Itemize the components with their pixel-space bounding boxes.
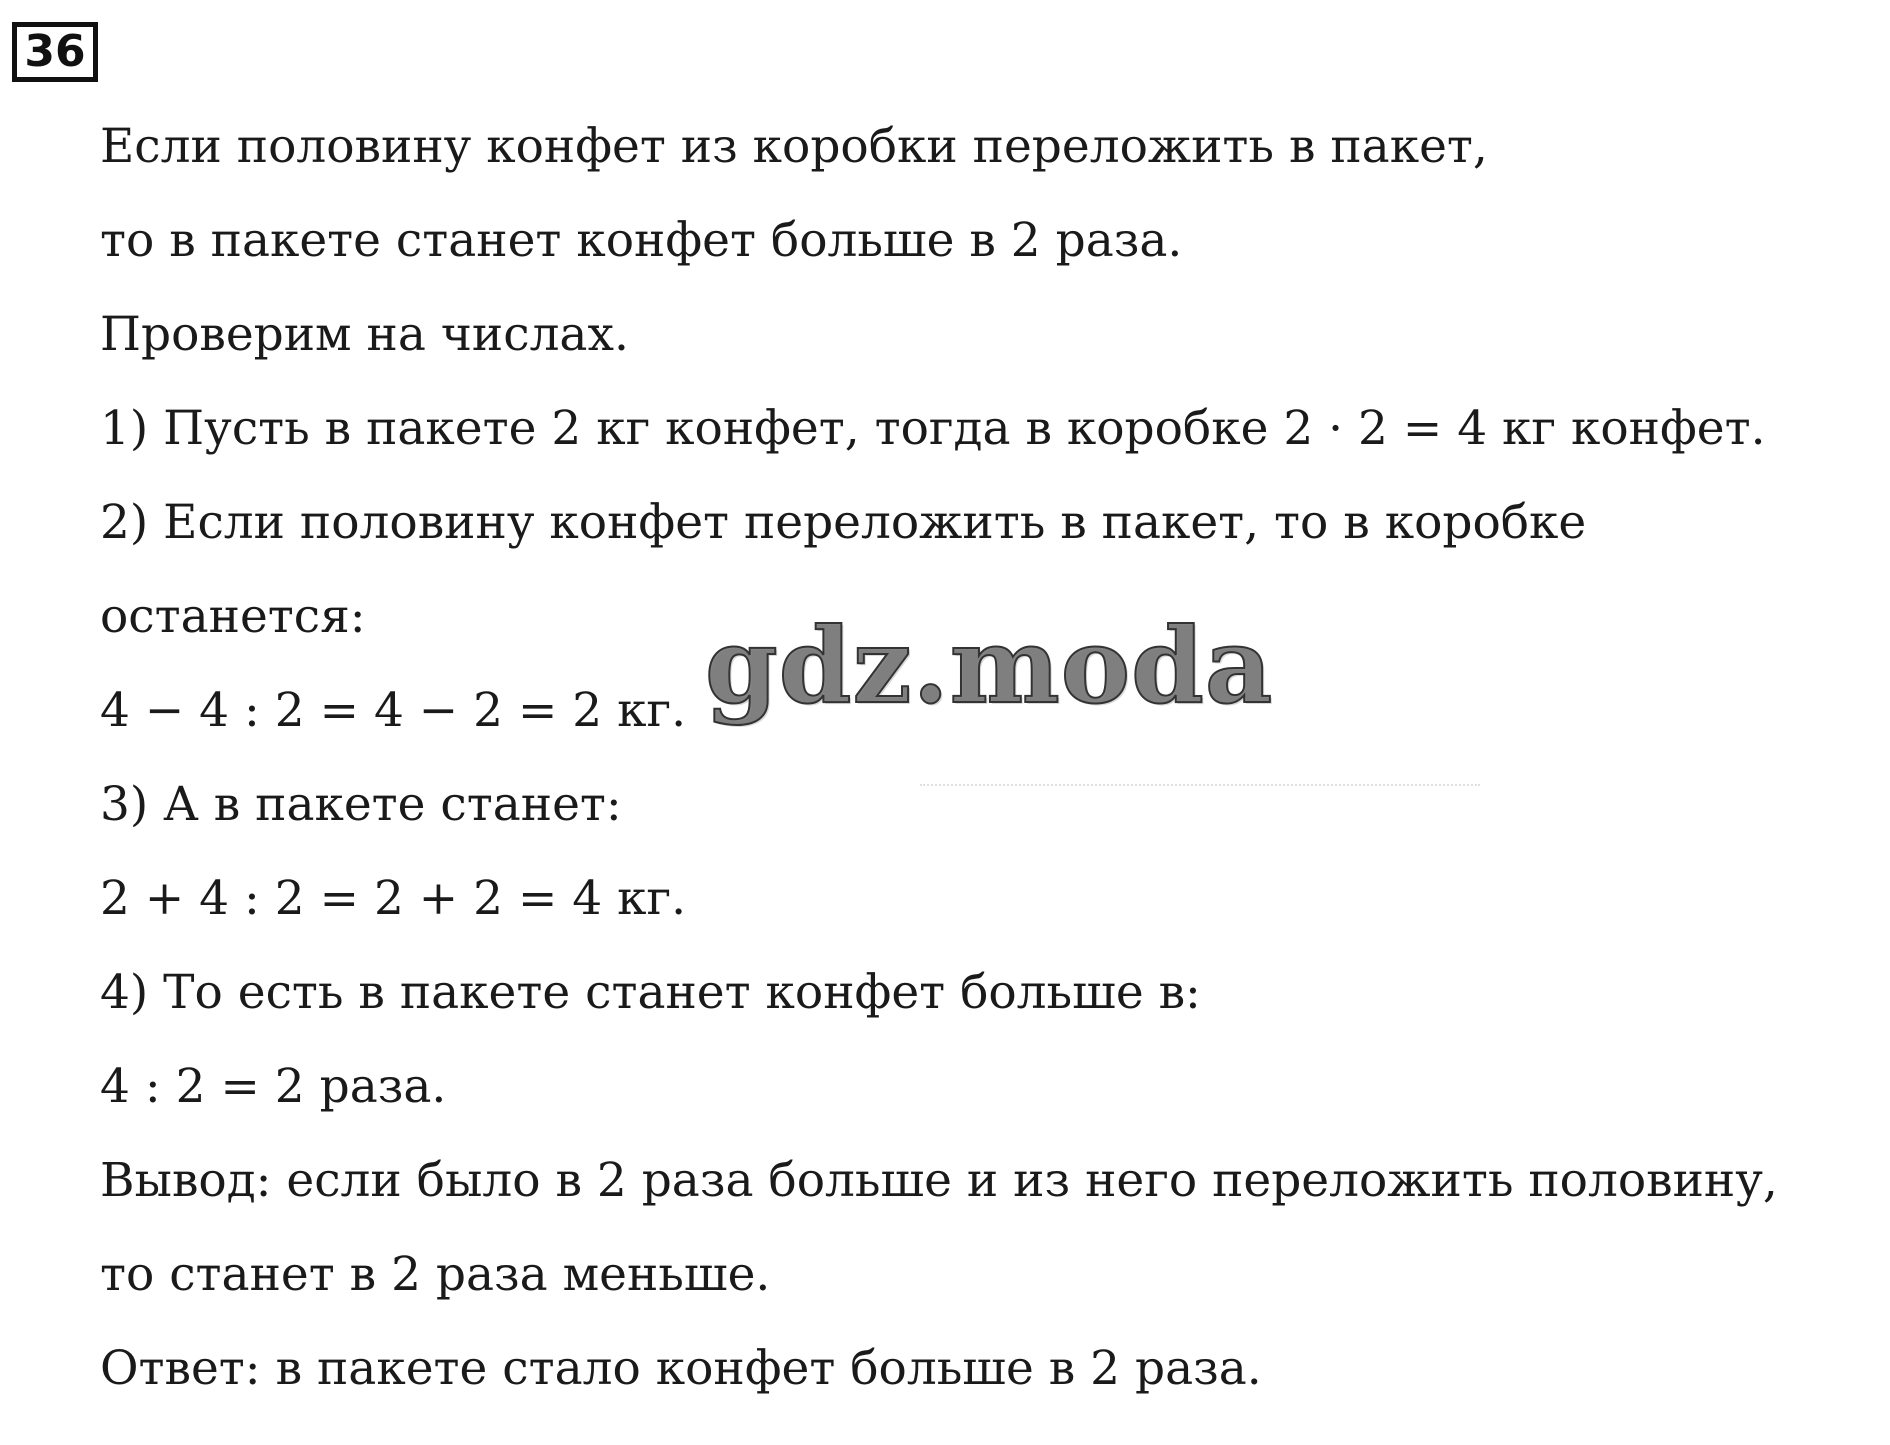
step-1-line: 1) Пусть в пакете 2 кг конфет, тогда в коробке 2 · 2 = 4 кг конфет. bbox=[100, 401, 1766, 456]
watermark-logo: gdz.moda bbox=[705, 604, 1274, 727]
text-line: Если половину конфет из коробки переложить в пакет, bbox=[100, 119, 1488, 174]
text-line: то в пакете станет конфет больше в 2 раза. bbox=[100, 213, 1183, 268]
solution-text bbox=[100, 100, 1880, 1416]
conclusion-line: то станет в 2 раза меньше. bbox=[100, 1247, 771, 1302]
task-number-badge: 36 bbox=[12, 22, 98, 82]
equation-line: 4 − 4 : 2 = 4 − 2 = 2 кг. bbox=[100, 683, 687, 738]
text-line: Проверим на числах. bbox=[100, 307, 629, 362]
step-2-line: 2) Если половину конфет переложить в пакет, то в коробке bbox=[100, 495, 1587, 550]
equation-line: 4 : 2 = 2 раза. bbox=[100, 1059, 447, 1114]
step-4-line: 4) То есть в пакете станет конфет больше в: bbox=[100, 965, 1201, 1020]
watermark-underline bbox=[920, 784, 1480, 786]
answer-line: Ответ: в пакете стало конфет больше в 2 раза. bbox=[100, 1341, 1262, 1396]
step-3-line: 3) А в пакете станет: bbox=[100, 777, 622, 832]
text-line: останется: bbox=[100, 589, 366, 644]
equation-line: 2 + 4 : 2 = 2 + 2 = 4 кг. bbox=[100, 871, 687, 926]
conclusion-line: Вывод: если было в 2 раза больше и из него переложить половину, bbox=[100, 1153, 1778, 1208]
